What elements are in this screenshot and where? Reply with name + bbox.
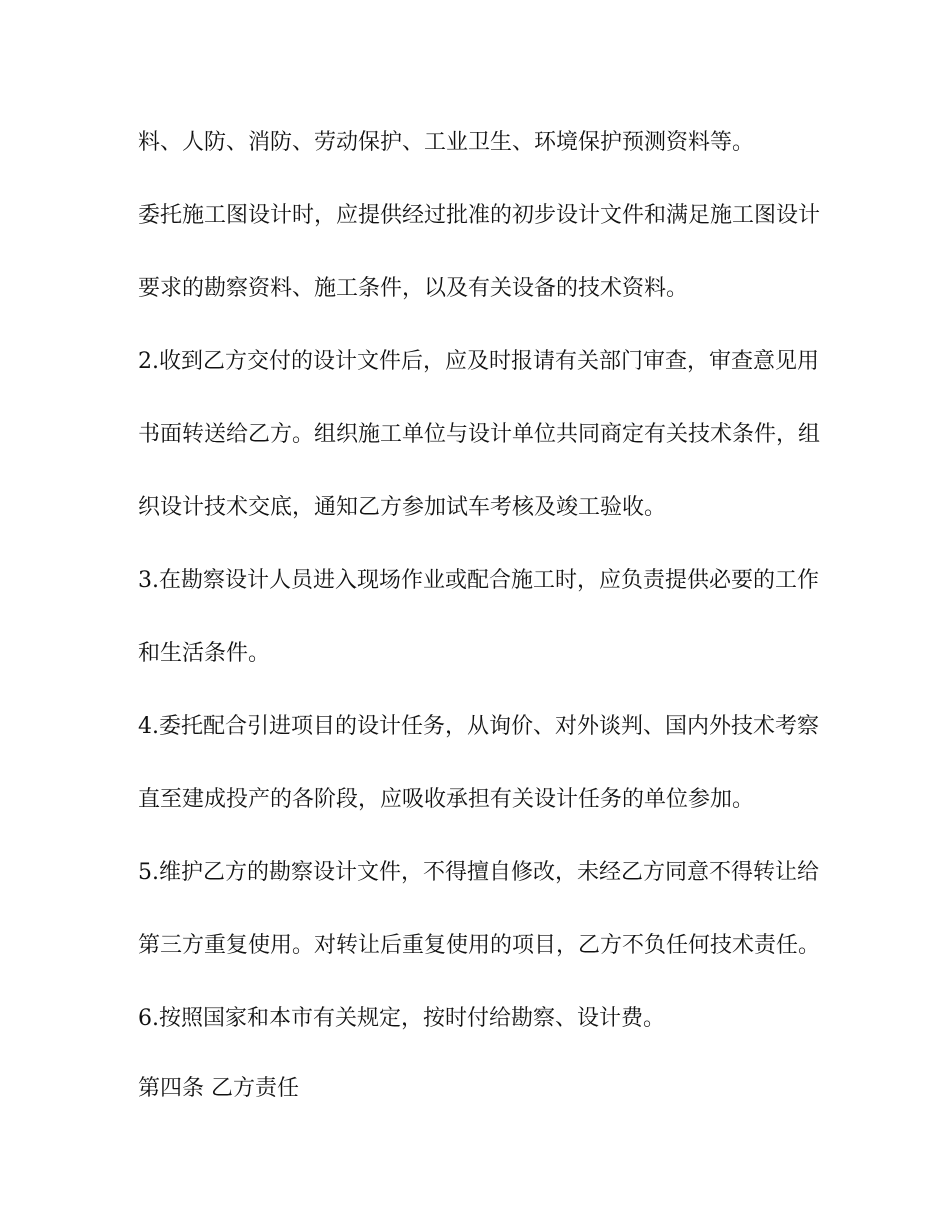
text-line: 书面转送给乙方。组织施工单位与设计单位共同商定有关技术条件，组	[138, 422, 821, 447]
text-line: 要求的勘察资料、施工条件，以及有关设备的技术资料。	[138, 276, 689, 301]
text-line: 和生活条件。	[138, 641, 271, 666]
text-line: 6.按照国家和本市有关规定，按时付给勘察、设计费。	[138, 1006, 665, 1031]
text-line: 5.维护乙方的勘察设计文件，不得擅自修改，未经乙方同意不得转让给	[138, 860, 819, 885]
section-heading: 第四条 乙方责任	[138, 1076, 299, 1101]
text-line: 料、人防、消防、劳动保护、工业卫生、环境保护预测资料等。	[138, 130, 755, 155]
text-line: 委托施工图设计时，应提供经过批准的初步设计文件和满足施工图设计	[138, 203, 821, 228]
text-line: 3.在勘察设计人员进入现场作业或配合施工时，应负责提供必要的工作	[138, 568, 819, 593]
text-line: 2.收到乙方交付的设计文件后，应及时报请有关部门审查，审查意见用	[138, 349, 819, 374]
text-line: 第三方重复使用。对转让后重复使用的项目，乙方不负任何技术责任。	[138, 933, 821, 958]
text-line: 织设计技术交底，通知乙方参加试车考核及竣工验收。	[138, 495, 667, 520]
text-line: 直至建成投产的各阶段，应吸收承担有关设计任务的单位参加。	[138, 787, 755, 812]
text-line: 4.委托配合引进项目的设计任务，从询价、对外谈判、国内外技术考察	[138, 714, 819, 739]
